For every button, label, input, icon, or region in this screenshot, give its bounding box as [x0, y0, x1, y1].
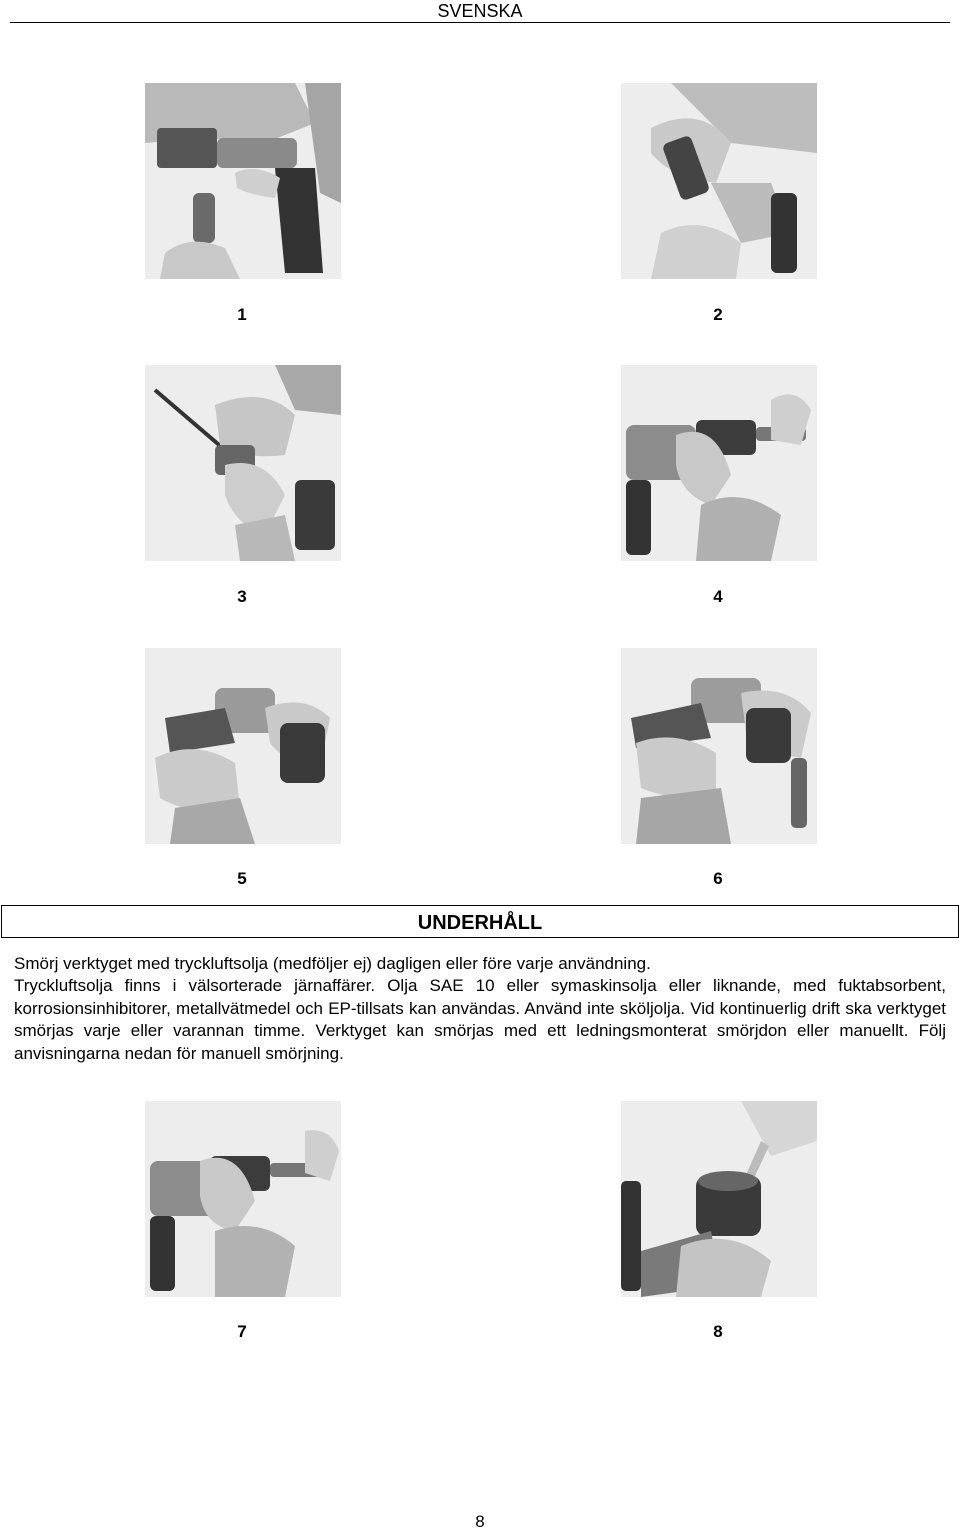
maintenance-text — [14, 953, 946, 1065]
figure-3-photo — [145, 365, 341, 561]
figure-4-label: 4 — [713, 587, 723, 606]
figure-1-label: 1 — [237, 305, 247, 324]
figure-8-photo — [621, 1101, 817, 1297]
header-rule — [10, 22, 950, 23]
figure-5-photo — [145, 648, 341, 844]
figure-7-label: 7 — [237, 1322, 247, 1341]
section-title: UNDERHÅLL — [417, 912, 543, 934]
figure-7-photo — [145, 1101, 341, 1297]
page-number: 8 — [475, 1512, 485, 1531]
header-language: SVENSKA — [437, 1, 523, 21]
figure-6-photo — [621, 648, 817, 844]
paragraph-2: Tryckluftsolja finns i välsorterade järnaffärer. Olja SAE 10 eller symaskinsolja eller liknande, med fuktabsorbent, korrosionsinhibitorer, metallvätmedel och EP-tillsats kan användas. Använd inte sköljolja. Vid kontinuerlig drift ska verktyget smörjas varje eller varannan timme. Verktyget kan smörjas med ett ledningsmonterat smörjdon eller manuellt. Följ anvisningarna nedan för manuell smörjning. — [14, 976, 946, 1063]
figure-3-label: 3 — [237, 587, 247, 606]
figure-2-label: 2 — [713, 305, 723, 324]
figure-5-label: 5 — [237, 869, 247, 888]
figure-4-photo — [621, 365, 817, 561]
figure-6-label: 6 — [713, 869, 723, 888]
figure-1-photo — [145, 83, 341, 279]
paragraph-1: Smörj verktyget med tryckluftsolja (medföljer ej) dagligen eller före varje användning. — [14, 954, 651, 973]
figure-8-label: 8 — [713, 1322, 723, 1341]
figure-2-photo — [621, 83, 817, 279]
